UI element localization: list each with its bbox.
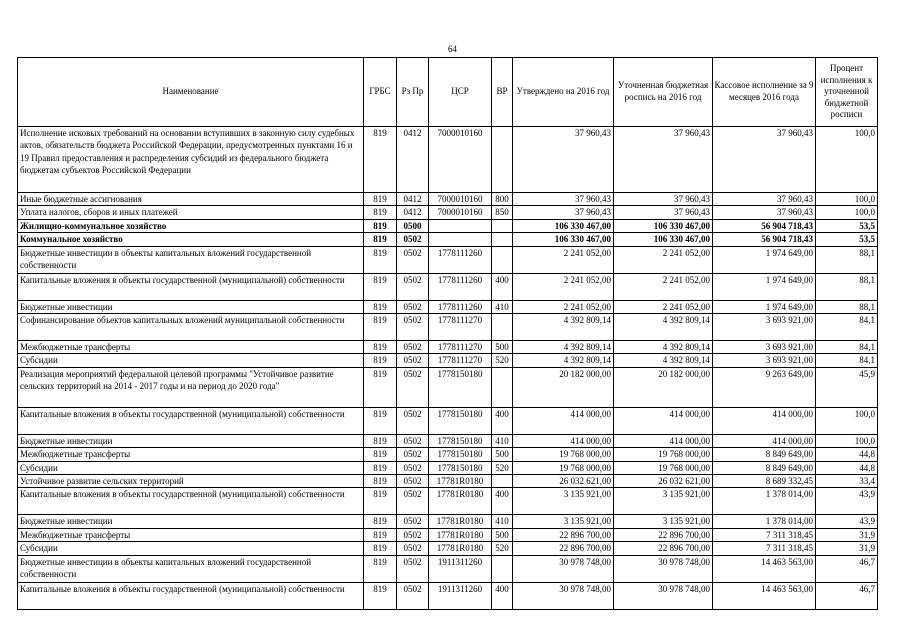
table-row [18, 475, 878, 488]
cell-rzpr: 0502 [397, 528, 429, 541]
table-row [18, 582, 878, 609]
cell-cash: 414 000,00 [713, 407, 816, 434]
table-row [18, 273, 878, 300]
cell-grbs: 819 [364, 206, 397, 219]
cell-grbs: 819 [364, 555, 397, 582]
cell-cash: 37 960,43 [713, 206, 816, 219]
cell-percent: 100,0 [816, 206, 878, 219]
cell-name: Субсидии [18, 354, 364, 367]
cell-csr: 1778111270 [429, 354, 492, 367]
cell-csr: 17781R0180 [429, 488, 492, 515]
cell-grbs: 819 [364, 475, 397, 488]
cell-grbs: 819 [364, 528, 397, 541]
cell-grbs: 819 [364, 314, 397, 341]
cell-approved: 19 768 000,00 [513, 448, 614, 461]
cell-rzpr: 0502 [397, 555, 429, 582]
header-refined: Уточненная бюджетная роспись на 2016 год [614, 58, 713, 127]
cell-refined: 22 896 700,00 [614, 542, 713, 555]
cell-rzpr: 0502 [397, 461, 429, 474]
cell-vr: 500 [492, 448, 513, 461]
table-header-row [18, 58, 878, 127]
cell-refined: 106 330 467,00 [614, 233, 713, 246]
table-row [18, 448, 878, 461]
cell-percent: 53,5 [816, 219, 878, 232]
cell-grbs: 819 [364, 273, 397, 300]
cell-name: Реализация мероприятий федеральной целевой программы "Устойчивое развитие сельских территорий на 2014 - 2017 годы и на период до 2020 года" [18, 367, 364, 407]
cell-refined: 20 182 000,00 [614, 367, 713, 407]
table-row [18, 542, 878, 555]
cell-csr: 1778150180 [429, 434, 492, 447]
cell-grbs: 819 [364, 367, 397, 407]
cell-vr: 400 [492, 488, 513, 515]
cell-rzpr: 0502 [397, 515, 429, 528]
cell-grbs: 819 [364, 448, 397, 461]
cell-approved: 2 241 052,00 [513, 246, 614, 273]
cell-refined: 4 392 809,14 [614, 314, 713, 341]
table-row [18, 193, 878, 206]
cell-refined: 2 241 052,00 [614, 300, 713, 313]
cell-vr [492, 127, 513, 193]
cell-grbs: 819 [364, 300, 397, 313]
cell-refined: 106 330 467,00 [614, 219, 713, 232]
table-row [18, 528, 878, 541]
cell-grbs: 819 [364, 542, 397, 555]
cell-rzpr: 0502 [397, 434, 429, 447]
cell-vr: 410 [492, 515, 513, 528]
cell-approved: 30 978 748,00 [513, 555, 614, 582]
cell-percent: 88,1 [816, 300, 878, 313]
cell-name: Устойчивое развитие сельских территорий [18, 475, 364, 488]
cell-percent: 46,7 [816, 582, 878, 609]
cell-name: Капитальные вложения в объекты государственной (муниципальной) собственности [18, 582, 364, 609]
table-row [18, 407, 878, 434]
cell-csr: 1911311260 [429, 555, 492, 582]
table-row [18, 555, 878, 582]
table-row [18, 246, 878, 273]
cell-name: Субсидии [18, 461, 364, 474]
cell-approved: 37 960,43 [513, 127, 614, 193]
cell-cash: 56 904 718,43 [713, 233, 816, 246]
table-body [18, 127, 878, 610]
cell-rzpr: 0502 [397, 341, 429, 354]
cell-grbs: 819 [364, 341, 397, 354]
cell-refined: 37 960,43 [614, 193, 713, 206]
cell-vr [492, 246, 513, 273]
header-grbs: ГРБС [364, 58, 397, 127]
cell-approved: 414 000,00 [513, 434, 614, 447]
cell-rzpr: 0502 [397, 273, 429, 300]
cell-name: Иные бюджетные ассигнования [18, 193, 364, 206]
cell-cash: 8 849 649,00 [713, 448, 816, 461]
cell-cash: 3 693 921,00 [713, 354, 816, 367]
cell-approved: 3 135 921,00 [513, 515, 614, 528]
cell-rzpr: 0500 [397, 219, 429, 232]
cell-refined: 19 768 000,00 [614, 448, 713, 461]
cell-vr: 400 [492, 273, 513, 300]
cell-vr [492, 367, 513, 407]
cell-percent: 43,9 [816, 515, 878, 528]
cell-refined: 22 896 700,00 [614, 528, 713, 541]
cell-approved: 26 032 621,00 [513, 475, 614, 488]
cell-refined: 37 960,43 [614, 127, 713, 193]
cell-percent: 84,1 [816, 354, 878, 367]
header-approved: Утверждено на 2016 год [513, 58, 614, 127]
cell-rzpr: 0502 [397, 354, 429, 367]
cell-percent: 31,9 [816, 542, 878, 555]
cell-percent: 33,4 [816, 475, 878, 488]
header-csr: ЦСР [429, 58, 492, 127]
cell-cash: 414 000,00 [713, 434, 816, 447]
table-row [18, 461, 878, 474]
table-row [18, 354, 878, 367]
cell-grbs: 819 [364, 233, 397, 246]
cell-cash: 9 263 649,00 [713, 367, 816, 407]
table-row [18, 488, 878, 515]
cell-percent: 84,1 [816, 314, 878, 341]
cell-approved: 4 392 809,14 [513, 354, 614, 367]
cell-cash: 3 693 921,00 [713, 341, 816, 354]
cell-cash: 7 311 318,45 [713, 542, 816, 555]
cell-csr: 7000010160 [429, 193, 492, 206]
header-name: Наименование [18, 58, 364, 127]
cell-vr [492, 233, 513, 246]
cell-csr [429, 219, 492, 232]
cell-csr: 1911311260 [429, 582, 492, 609]
cell-approved: 2 241 052,00 [513, 300, 614, 313]
cell-percent: 84,1 [816, 341, 878, 354]
cell-grbs: 819 [364, 219, 397, 232]
cell-approved: 22 896 700,00 [513, 542, 614, 555]
cell-csr [429, 233, 492, 246]
cell-refined: 37 960,43 [614, 206, 713, 219]
cell-refined: 414 000,00 [614, 407, 713, 434]
cell-vr: 400 [492, 407, 513, 434]
cell-refined: 2 241 052,00 [614, 246, 713, 273]
cell-grbs: 819 [364, 354, 397, 367]
cell-rzpr: 0502 [397, 246, 429, 273]
table-row [18, 367, 878, 407]
cell-grbs: 819 [364, 582, 397, 609]
cell-cash: 3 693 921,00 [713, 314, 816, 341]
cell-cash: 37 960,43 [713, 127, 816, 193]
cell-grbs: 819 [364, 193, 397, 206]
table-row [18, 434, 878, 447]
cell-name: Исполнение исковых требований на основании вступивших в законную силу судебных актов, обязательств бюджета Российской Федерации, предусмотренных пунктами 16 и 19 Правил предоставления и распределения субсидий из федерального бюджета бюджетам субъектов Российской Федерации [18, 127, 364, 193]
cell-approved: 2 241 052,00 [513, 273, 614, 300]
cell-cash: 7 311 318,45 [713, 528, 816, 541]
cell-name: Бюджетные инвестиции в объекты капитальных вложений государственной собственности [18, 246, 364, 273]
cell-vr: 520 [492, 461, 513, 474]
cell-name: Межбюджетные трансферты [18, 448, 364, 461]
cell-refined: 30 978 748,00 [614, 582, 713, 609]
cell-rzpr: 0502 [397, 582, 429, 609]
cell-percent: 100,0 [816, 407, 878, 434]
table-row [18, 341, 878, 354]
cell-grbs: 819 [364, 488, 397, 515]
cell-refined: 4 392 809,14 [614, 341, 713, 354]
header-cash: Кассовое исполнение за 9 месяцев 2016 года [713, 58, 816, 127]
cell-name: Софинансирование объектов капитальных вложений муниципальной собственности [18, 314, 364, 341]
cell-refined: 2 241 052,00 [614, 273, 713, 300]
cell-grbs: 819 [364, 127, 397, 193]
cell-approved: 106 330 467,00 [513, 219, 614, 232]
cell-approved: 3 135 921,00 [513, 488, 614, 515]
cell-csr: 17781R0180 [429, 515, 492, 528]
table-row [18, 300, 878, 313]
cell-csr: 7000010160 [429, 127, 492, 193]
cell-cash: 8 849 649,00 [713, 461, 816, 474]
cell-refined: 19 768 000,00 [614, 461, 713, 474]
cell-approved: 106 330 467,00 [513, 233, 614, 246]
cell-grbs: 819 [364, 434, 397, 447]
cell-rzpr: 0502 [397, 233, 429, 246]
cell-approved: 4 392 809,14 [513, 341, 614, 354]
header-vr: ВР [492, 58, 513, 127]
cell-rzpr: 0502 [397, 475, 429, 488]
cell-csr: 17781R0180 [429, 528, 492, 541]
cell-rzpr: 0502 [397, 314, 429, 341]
cell-rzpr: 0502 [397, 300, 429, 313]
cell-grbs: 819 [364, 246, 397, 273]
cell-vr [492, 475, 513, 488]
cell-csr: 1778150180 [429, 448, 492, 461]
cell-vr: 800 [492, 193, 513, 206]
page-number: 64 [448, 44, 457, 54]
cell-vr: 520 [492, 354, 513, 367]
cell-grbs: 819 [364, 515, 397, 528]
cell-name: Бюджетные инвестиции [18, 300, 364, 313]
cell-percent: 88,1 [816, 246, 878, 273]
cell-percent: 44,8 [816, 461, 878, 474]
cell-csr: 1778111260 [429, 246, 492, 273]
cell-name: Субсидии [18, 542, 364, 555]
cell-refined: 26 032 621,00 [614, 475, 713, 488]
cell-rzpr: 0502 [397, 488, 429, 515]
cell-grbs: 819 [364, 407, 397, 434]
cell-grbs: 819 [364, 461, 397, 474]
cell-rzpr: 0502 [397, 367, 429, 407]
cell-rzpr: 0502 [397, 542, 429, 555]
cell-cash: 1 974 649,00 [713, 300, 816, 313]
cell-approved: 19 768 000,00 [513, 461, 614, 474]
cell-vr: 400 [492, 582, 513, 609]
budget-table [17, 57, 878, 610]
cell-cash: 1 378 014,00 [713, 488, 816, 515]
cell-cash: 1 974 649,00 [713, 246, 816, 273]
cell-rzpr: 0412 [397, 193, 429, 206]
cell-vr [492, 314, 513, 341]
cell-approved: 414 000,00 [513, 407, 614, 434]
cell-percent: 43,9 [816, 488, 878, 515]
cell-percent: 88,1 [816, 273, 878, 300]
cell-name: Межбюджетные трансферты [18, 341, 364, 354]
cell-name: Капитальные вложения в объекты государственной (муниципальной) собственности [18, 488, 364, 515]
cell-refined: 4 392 809,14 [614, 354, 713, 367]
cell-approved: 37 960,43 [513, 193, 614, 206]
cell-name: Бюджетные инвестиции [18, 434, 364, 447]
cell-cash: 56 904 718,43 [713, 219, 816, 232]
cell-name: Бюджетные инвестиции в объекты капитальных вложений государственной собственности [18, 555, 364, 582]
cell-vr [492, 555, 513, 582]
cell-percent: 44,8 [816, 448, 878, 461]
cell-name: Бюджетные инвестиции [18, 515, 364, 528]
cell-csr: 1778150180 [429, 367, 492, 407]
cell-rzpr: 0502 [397, 407, 429, 434]
cell-cash: 14 463 563,00 [713, 582, 816, 609]
cell-percent: 53,5 [816, 233, 878, 246]
table-row [18, 314, 878, 341]
cell-csr: 17781R0180 [429, 542, 492, 555]
cell-percent: 45,9 [816, 367, 878, 407]
cell-percent: 100,0 [816, 127, 878, 193]
cell-csr: 17781R0180 [429, 475, 492, 488]
cell-vr: 850 [492, 206, 513, 219]
cell-vr: 500 [492, 528, 513, 541]
cell-name: Коммунальное хозяйство [18, 233, 364, 246]
table-row [18, 219, 878, 232]
cell-name: Капитальные вложения в объекты государственной (муниципальной) собственности [18, 407, 364, 434]
cell-refined: 3 135 921,00 [614, 515, 713, 528]
cell-csr: 1778111260 [429, 273, 492, 300]
cell-percent: 31,9 [816, 528, 878, 541]
cell-approved: 30 978 748,00 [513, 582, 614, 609]
cell-vr: 410 [492, 434, 513, 447]
cell-refined: 30 978 748,00 [614, 555, 713, 582]
header-rzpr: Рз Пр [397, 58, 429, 127]
cell-cash: 1 974 649,00 [713, 273, 816, 300]
table-row [18, 233, 878, 246]
cell-vr: 410 [492, 300, 513, 313]
cell-name: Жилищно-коммунальное хозяйство [18, 219, 364, 232]
cell-approved: 20 182 000,00 [513, 367, 614, 407]
cell-approved: 22 896 700,00 [513, 528, 614, 541]
cell-csr: 7000010160 [429, 206, 492, 219]
cell-percent: 46,7 [816, 555, 878, 582]
cell-rzpr: 0502 [397, 448, 429, 461]
cell-cash: 14 463 563,00 [713, 555, 816, 582]
cell-vr: 500 [492, 341, 513, 354]
cell-name: Межбюджетные трансферты [18, 528, 364, 541]
cell-refined: 414 000,00 [614, 434, 713, 447]
cell-csr: 1778111260 [429, 300, 492, 313]
cell-cash: 8 689 332,45 [713, 475, 816, 488]
cell-name: Капитальные вложения в объекты государственной (муниципальной) собственности [18, 273, 364, 300]
table-row [18, 206, 878, 219]
cell-rzpr: 0412 [397, 127, 429, 193]
cell-refined: 3 135 921,00 [614, 488, 713, 515]
cell-percent: 100,0 [816, 434, 878, 447]
cell-vr [492, 219, 513, 232]
cell-cash: 37 960,43 [713, 193, 816, 206]
cell-approved: 4 392 809,14 [513, 314, 614, 341]
cell-approved: 37 960,43 [513, 206, 614, 219]
cell-rzpr: 0412 [397, 206, 429, 219]
cell-percent: 100,0 [816, 193, 878, 206]
table-row [18, 515, 878, 528]
cell-csr: 1778150180 [429, 407, 492, 434]
cell-csr: 1778150180 [429, 461, 492, 474]
cell-csr: 1778111270 [429, 341, 492, 354]
cell-csr: 1778111270 [429, 314, 492, 341]
table-row [18, 127, 878, 193]
cell-cash: 1 378 014,00 [713, 515, 816, 528]
cell-name: Уплата налогов, сборов и иных платежей [18, 206, 364, 219]
header-percent: Процент исполнения к уточненной бюджетной росписи [816, 58, 878, 127]
cell-vr: 520 [492, 542, 513, 555]
